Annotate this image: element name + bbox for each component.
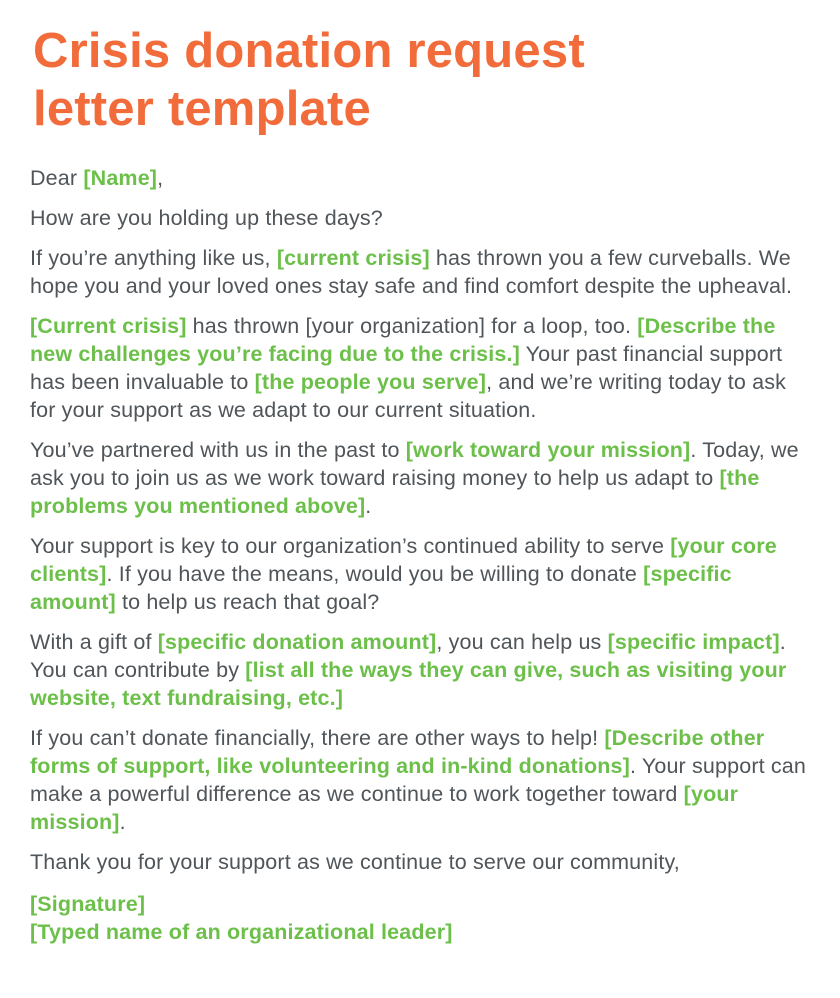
paragraph-partnership: [30, 436, 810, 520]
paragraph-text: If you’re anything like us,: [30, 246, 277, 270]
placeholder-your-mission: [your mission]: [30, 782, 739, 834]
paragraph-text: .: [119, 810, 126, 834]
placeholder-current-crisis: [current crisis]: [276, 246, 430, 270]
paragraph-text: . If you have the means, would you be willing to donate: [106, 562, 644, 586]
paragraph-text: .: [365, 494, 372, 518]
placeholder-other-forms-of-support: [Describe other forms of support, like volunteering and in-kind donations]: [30, 726, 765, 778]
paragraph-text: has thrown you a few curveballs. We hope you and your loved ones stay safe and find comfort despite the upheaval.: [30, 246, 793, 298]
placeholder-specific-amount: [specific amount]: [30, 562, 732, 614]
placeholder-specific-donation-amount: [specific donation amount]: [157, 630, 437, 654]
paragraph-organization-impact: [30, 312, 810, 424]
paragraph-text: If you can’t donate financially, there are other ways to help!: [30, 726, 605, 750]
paragraph-text: , you can help us: [436, 630, 608, 654]
placeholder-people-you-serve: [the people you serve]: [254, 370, 487, 394]
paragraph-text: . You can contribute by: [30, 630, 786, 682]
paragraph-crisis-intro: [30, 244, 810, 300]
greeting-comma: ,: [157, 166, 164, 190]
placeholder-problems-mentioned: [the problems you mentioned above]: [30, 466, 760, 518]
placeholder-ways-to-give: [list all the ways they can give, such as visiting your website, text fundraising, etc.]: [30, 658, 787, 710]
placeholder-name: [Name]: [83, 166, 158, 190]
paragraph-other-support: [30, 724, 810, 836]
paragraph-text: You’ve partnered with us in the past to: [30, 438, 406, 462]
paragraph-text: With a gift of: [30, 630, 158, 654]
paragraph-text: , and we’re writing today to ask for your support as we adapt to our current situation.: [30, 370, 787, 422]
signature-block: [30, 890, 810, 946]
page-title-line-2: letter template: [33, 82, 371, 136]
placeholder-current-crisis-capitalized: [Current crisis]: [30, 314, 187, 338]
page-title: [33, 22, 810, 138]
placeholder-signature: [Signature]: [30, 892, 146, 916]
paragraph-text: . Your support can make a powerful difference as we continue to work together toward: [30, 754, 806, 806]
placeholder-specific-impact: [specific impact]: [607, 630, 780, 654]
paragraph-text: has thrown [your organization] for a loop, too.: [186, 314, 638, 338]
placeholder-work-toward-mission: [work toward your mission]: [405, 438, 691, 462]
paragraph-text: Your support is key to our organization’s continued ability to serve: [30, 534, 671, 558]
closing-line: Thank you for your support as we continue to serve our community,: [30, 850, 680, 874]
placeholder-core-clients: [your core clients]: [30, 534, 777, 586]
paragraph-gift-impact: [30, 628, 810, 712]
paragraph-donation-ask: [30, 532, 810, 616]
letter-body: [30, 164, 810, 946]
paragraph-text: to help us reach that goal?: [115, 590, 380, 614]
paragraph-text: . Today, we ask you to join us as we work toward raising money to help us adapt to: [30, 438, 799, 490]
greeting-text: Dear: [30, 166, 84, 190]
opening-question: How are you holding up these days?: [30, 206, 383, 230]
greeting: [30, 164, 810, 192]
placeholder-new-challenges: [Describe the new challenges you’re facing due to the crisis.]: [30, 314, 776, 366]
page-title-line-1: Crisis donation request: [33, 24, 585, 78]
paragraph-text: Your past financial support has been invaluable to: [30, 342, 783, 394]
placeholder-typed-name: [Typed name of an organizational leader]: [30, 920, 453, 944]
